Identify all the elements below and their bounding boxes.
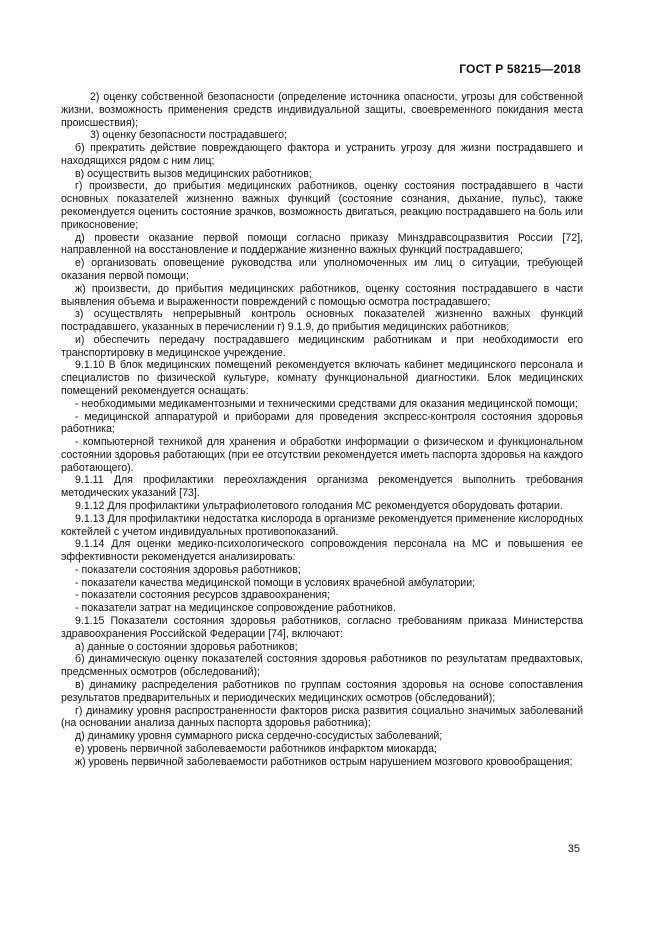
list-item: г) динамику уровня распространенности факторов риска развития социально значимых заболеваний (на основании анализа данных паспорта здоровья работника); xyxy=(61,704,583,730)
paragraph: ж) произвести, до прибытия медицинских работников, оценку состояния пострадавшего в части выявления объема и выраженности повреждений с помощью осмотра пострадавшего; xyxy=(61,282,583,308)
list-item: б) динамическую оценку показателей состояния здоровья работников по результатам предвахтовых, предсменных осмотров (обследований); xyxy=(61,653,583,679)
list-item: - показатели качества медицинской помощи в условиях врачебной амбулатории; xyxy=(75,576,476,589)
list-item: - показатели состояния ресурсов здравоохранения; xyxy=(75,589,331,602)
standard-code-header: ГОСТ Р 58215—2018 xyxy=(459,62,581,76)
paragraph: 2) оценку собственной безопасности (определение источника опасности, угрозы для собственной жизни, возможность применения средств индивидуальной защиты, своевременного покидания места происшествия); xyxy=(61,91,583,129)
list-item: - показатели затрат на медицинское сопровождение работников. xyxy=(75,602,396,615)
list-item: ж) уровень первичной заболеваемости работников острым нарушением мозгового кровообращения; xyxy=(75,755,573,768)
list-item: в) динамику распределения работников по группам состояния здоровья на основе сопоставления результатов предварительных и периодических медицинских осмотров (обследований); xyxy=(61,678,583,704)
list-item: а) данные о состоянии здоровья работников; xyxy=(75,640,298,653)
list-item: - необходимыми медикаментозными и техническими средствами для оказания медицинской помощи; xyxy=(75,397,578,410)
paragraph: 9.1.14 Для оценки медико-психологического сопровождения персонала на МС и повышения ее эффективности рекомендуется анализировать: xyxy=(61,538,583,564)
paragraph: и) обеспечить передачу пострадавшего медицинским работникам и при необходимости его транспортировку в медицинское учреждение. xyxy=(61,333,583,359)
list-item: - компьютерной техникой для хранения и обработки информации о физическом и функциональном состоянии здоровья работающих (при ее отсутствии рекомендуется иметь паспорта здоровья на каждого работающего). xyxy=(61,436,583,474)
list-item: - показатели состояния здоровья работников; xyxy=(75,563,301,576)
list-item: д) динамику уровня суммарного риска сердечно-сосудистых заболеваний; xyxy=(75,730,443,743)
paragraph: 9.1.12 Для профилактики ультрафиолетового голодания МС рекомендуется оборудовать фотарии. xyxy=(75,500,563,512)
paragraph: в) осуществить вызов медицинских работников; xyxy=(75,167,312,180)
list-item: - медицинской аппаратурой и приборами для проведения экспресс-контроля состояния здоровья работника; xyxy=(61,410,583,436)
body-text xyxy=(61,91,583,768)
page-number: 35 xyxy=(567,843,580,855)
paragraph: е) организовать оповещение руководства или уполномоченных им лиц о ситуации, требующей оказания первой помощи; xyxy=(61,257,583,282)
paragraph: г) произвести, до прибытия медицинских работников, оценку состояния пострадавшего в части основных показателей жизненно важных функций (состояние сознания, дыхание, пульс), также рекомендуется оценить состояние зрачков, возможность двигаться, реакцию пострадавшего на боль или прикосновение; xyxy=(61,180,583,231)
paragraph: 9.1.15 Показатели состояния здоровья работников, согласно требованиям приказа Министерства здравоохранения Российской Федерации [74], включают: xyxy=(61,615,583,640)
paragraph: 9.1.11 Для профилактики переохлаждения организма рекомендуется выполнить требования методических указаний [73]. xyxy=(61,474,583,500)
paragraph: 9.1.13 Для профилактики недостатка кислорода в организме рекомендуется применение кислородных коктейлей с учетом индивидуальных противопоказаний. xyxy=(61,512,583,538)
paragraph: д) провести оказание первой помощи согласно приказу Минздравсоцразвития России [72], направленной на восстановление и поддержание жизненно важных функций пострадавшего; xyxy=(61,231,583,257)
paragraph: 9.1.10 В блок медицинских помещений рекомендуется включать кабинет медицинского персонала и специалистов по физической культуре, комнату функциональной диагностики. Блок медицинских помещений рекомендуется оснащать: xyxy=(61,359,583,397)
list-item: е) уровень первичной заболеваемости работников инфарктом миокарда; xyxy=(75,742,437,755)
paragraph: 3) оценку безопасности пострадавшего; xyxy=(90,129,287,142)
paragraph: б) прекратить действие повреждающего фактора и устранить угрозу для жизни пострадавшего и находящихся рядом с ним лиц; xyxy=(61,142,583,167)
paragraph: з) осуществлять непрерывный контроль основных показателей жизненно важных функций пострадавшего, указанных в перечислении г) 9.1.9, до прибытия медицинских работников; xyxy=(61,308,583,334)
